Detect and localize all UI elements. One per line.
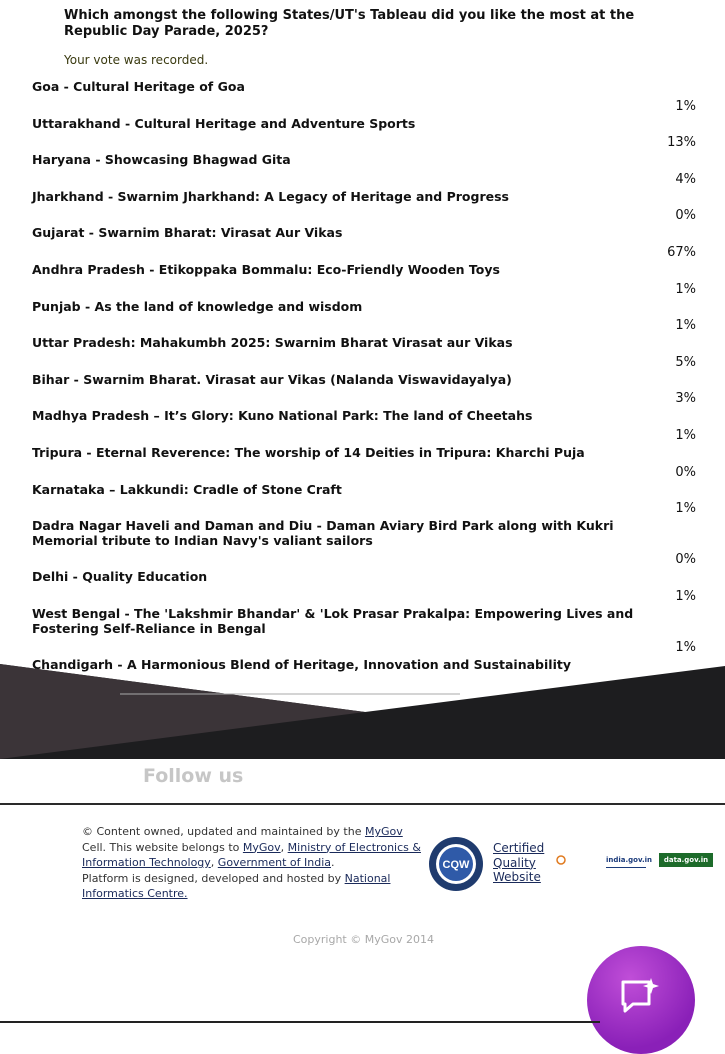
option-label: West Bengal - The 'Lakshmir Bhandar' & 'Lok Prasar Prakalpa: Empowering Lives and Fostering Self-Reliance in Bengal [32,605,634,636]
chat-fab-button[interactable] [587,946,695,1054]
cqw-line: Quality [493,855,536,870]
option-label: Madhya Pradesh – It’s Glory: Kuno National Park: The land of Cheetahs [32,408,533,424]
option-percent: 1% [675,639,696,655]
option-label: Delhi - Quality Education [32,569,208,585]
credits-text: , [280,840,288,854]
option-percent: 0% [675,552,696,568]
cqw-line: Website [493,870,541,884]
chat-sparkle-icon [619,976,661,1016]
poll-option [32,116,696,153]
poll-option [32,445,696,482]
mygov-link[interactable]: MyGov [364,825,403,838]
copyright: Copyright © MyGov 2014 [293,933,434,946]
option-label: Chandigarh - A Harmonious Blend of Heritage, Innovation and Sustainability [32,656,571,672]
nic-link[interactable]: National Informatics Centre. [82,871,391,900]
poll-option [32,372,696,409]
poll-option [32,408,696,445]
poll-options [32,79,696,693]
option-label: Gujarat - Swarnim Bharat: Virasat Aur Vikas [32,225,343,241]
option-label: Haryana - Showcasing Bhagwad Gita [32,152,291,168]
option-percent: 13% [667,135,696,151]
option-percent: 5% [675,354,696,370]
option-percent: 1% [675,318,696,334]
option-percent: 1% [675,98,696,114]
option-percent: 1% [675,588,696,604]
option-label: Uttarakhand - Cultural Heritage and Adventure Sports [32,115,416,131]
poll-option [32,189,696,226]
india-gov-logo[interactable]: india.gov.in [606,853,646,868]
bottom-rule [0,1021,600,1023]
option-label: Tripura - Eternal Reverence: The worship of 14 Deities in Tripura: Kharchi Puja [32,444,585,460]
poll-question: Which amongst the following States/UT's Tableau did you like the most at the Republic Day Parade, 2025? [64,8,635,39]
footer-credits [82,824,422,902]
credits-text: . [331,856,335,869]
cqw-badge-text: CQW [442,859,470,871]
data-gov-logo[interactable]: data.gov.in [659,853,713,867]
follow-us-heading: Follow us [143,765,244,787]
footer-decoration [0,664,725,759]
option-label: Andhra Pradesh - Etikoppaka Bommalu: Eco-Friendly Wooden Toys [32,261,500,277]
poll-option [32,299,696,336]
option-label: Goa - Cultural Heritage of Goa [32,79,245,94]
option-percent: 67% [667,244,696,260]
option-percent: 3% [675,391,696,407]
option-percent: 1% [675,281,696,297]
option-label: Uttar Pradesh: Mahakumbh 2025: Swarnim Bharat Virasat aur Vikas [32,335,513,351]
vote-confirmation: Your vote was recorded. [64,53,209,67]
goi-link[interactable]: Government of India [217,856,331,869]
poll-option [32,518,696,569]
mygov-link[interactable]: MyGov [242,840,281,854]
option-percent: 0% [675,464,696,480]
meity-link[interactable]: Ministry of Electronics & Information Technology [82,840,421,869]
option-label: Jharkhand - Swarnim Jharkhand: A Legacy of Heritage and Progress [32,188,509,204]
option-label: Karnataka – Lakkundi: Cradle of Stone Craft [32,481,342,497]
option-percent: 0% [675,208,696,224]
poll-option [32,79,696,116]
cqw-certified-link[interactable] [493,841,544,885]
option-label: Dadra Nagar Haveli and Daman and Diu - Daman Aviary Bird Park along with Kukri Memorial tribute to Indian Navy's valiant sailors [32,518,614,549]
poll-option [32,569,696,606]
poll-option [32,262,696,299]
footer-rule [0,803,725,805]
poll-option [32,482,696,519]
option-label: Bihar - Swarnim Bharat. Virasat aur Vikas (Nalanda Viswavidayalya) [32,371,512,387]
option-label: Punjab - As the land of knowledge and wisdom [32,298,363,314]
credits-text: Cell. This website belongs to [82,840,243,854]
poll-option [32,335,696,372]
credits-text: © Content owned, updated and maintained by the [82,825,365,838]
emblem-logo-icon[interactable] [556,853,598,867]
poll-option [32,152,696,189]
cqw-badge-icon[interactable] [428,836,484,892]
credits-text: Platform is designed, developed and hosted by [82,871,345,885]
poll-option [32,225,696,262]
option-percent: 4% [675,171,696,187]
cqw-line: Certified [493,841,545,855]
poll-option [32,606,696,657]
option-percent: 1% [675,501,696,517]
option-percent: 1% [675,427,696,443]
credits-text: , [210,856,218,869]
